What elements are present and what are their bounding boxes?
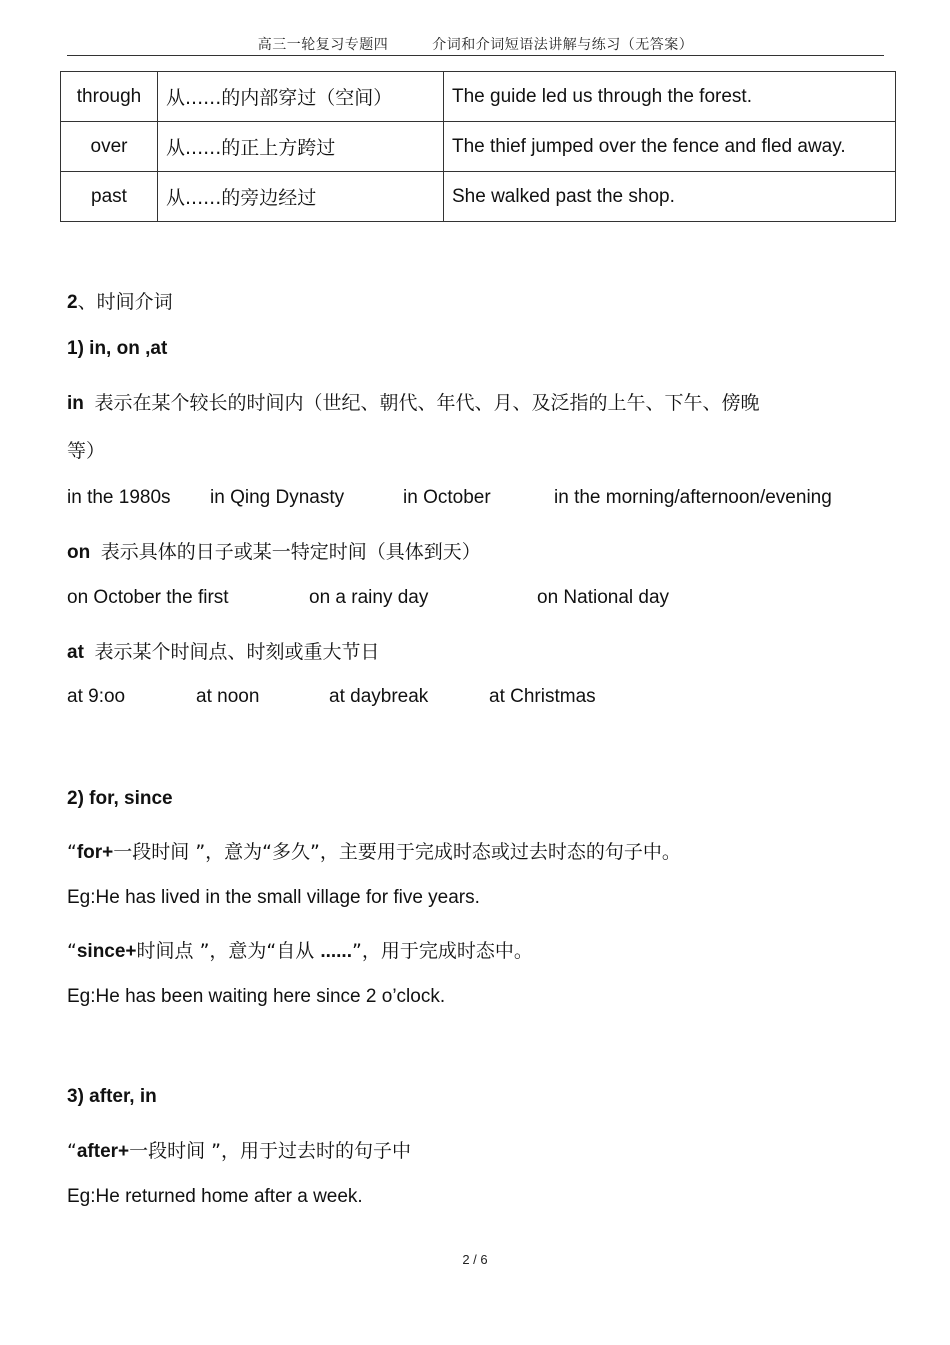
rule-text: 一段时间 ”，意为“多久”，主要用于完成时态或过去时态的句子中。 <box>113 841 681 863</box>
after-rule <box>67 1136 411 1163</box>
example-phrase: at Christmas <box>489 686 596 707</box>
at-definition <box>67 637 379 664</box>
section-number: 2 <box>67 292 78 313</box>
header-left: 高三一轮复习专题四 <box>257 37 389 53</box>
definition-continuation: 等） <box>67 440 106 462</box>
definition-text: 表示某个时间点、时刻或重大节日 <box>94 641 380 663</box>
meaning-cell: 从......的内部穿过（空间） <box>158 72 444 122</box>
in-examples <box>67 487 927 511</box>
example-phrase: in Qing Dynasty <box>210 487 345 508</box>
example-sentence: Eg:He has lived in the small village for five years. <box>67 887 480 908</box>
in-definition <box>67 388 759 415</box>
prep-cell: over <box>61 122 158 172</box>
header-right: 介词和介词短语法讲解与练习（无答案） <box>432 37 694 53</box>
keyword: at <box>67 642 84 663</box>
rule-text: 时间点 ”，意为“自从 <box>136 940 321 962</box>
keyword: in <box>67 393 84 414</box>
table-row <box>61 172 896 222</box>
quote-mark: “ <box>67 940 77 962</box>
example-phrase: on a rainy day <box>309 587 429 608</box>
subsection-heading: 3) after, in <box>67 1086 157 1107</box>
example-phrase: at daybreak <box>329 686 429 707</box>
example-cell: The thief jumped over the fence and fled away. <box>444 122 896 172</box>
on-examples <box>67 587 767 611</box>
keyword: after+ <box>76 1141 130 1162</box>
example-phrase: on National day <box>537 587 670 608</box>
section-title: 、时间介词 <box>77 291 173 313</box>
example-phrase: at 9:oo <box>67 686 126 707</box>
preposition-table <box>60 71 896 222</box>
definition-text: 表示在某个较长的时间内（世纪、朝代、年代、月、及泛指的上午、下午、傍晚 <box>94 392 760 414</box>
since-rule <box>67 936 533 963</box>
keyword: since+ <box>76 941 137 962</box>
table-row <box>61 72 896 122</box>
for-rule <box>67 837 681 864</box>
example-cell: The guide led us through the forest. <box>444 72 896 122</box>
example-cell: She walked past the shop. <box>444 172 896 222</box>
example-sentence: Eg:He has been waiting here since 2 o’clock. <box>67 986 446 1007</box>
on-definition <box>67 537 481 564</box>
subsection-heading: 2) for, since <box>67 788 173 809</box>
quote-mark: “ <box>67 841 77 863</box>
keyword: for+ <box>76 842 114 863</box>
subsection-heading: 1) in, on ,at <box>67 338 168 359</box>
ellipsis: ...... <box>320 941 352 962</box>
header-divider <box>67 55 884 56</box>
example-phrase: in the morning/afternoon/evening <box>554 487 832 508</box>
rule-text: ”，用于完成时态中。 <box>352 940 533 962</box>
section-heading <box>67 287 173 314</box>
prep-cell: past <box>61 172 158 222</box>
example-phrase: in October <box>403 487 491 508</box>
quote-mark: “ <box>67 1140 77 1162</box>
example-phrase: at noon <box>196 686 260 707</box>
meaning-cell: 从......的旁边经过 <box>158 172 444 222</box>
table-row <box>61 122 896 172</box>
example-phrase: on October the first <box>67 587 229 608</box>
rule-text: 一段时间 ”，用于过去时的句子中 <box>129 1140 412 1162</box>
at-examples <box>67 686 767 710</box>
meaning-cell: 从......的正上方跨过 <box>158 122 444 172</box>
example-sentence: Eg:He returned home after a week. <box>67 1186 363 1207</box>
keyword: on <box>67 542 91 563</box>
page-number: 2 / 6 <box>462 1252 488 1267</box>
running-header <box>67 34 884 54</box>
definition-text: 表示具体的日子或某一特定时间（具体到天） <box>100 541 481 563</box>
prep-cell: through <box>61 72 158 122</box>
example-phrase: in the 1980s <box>67 487 171 508</box>
